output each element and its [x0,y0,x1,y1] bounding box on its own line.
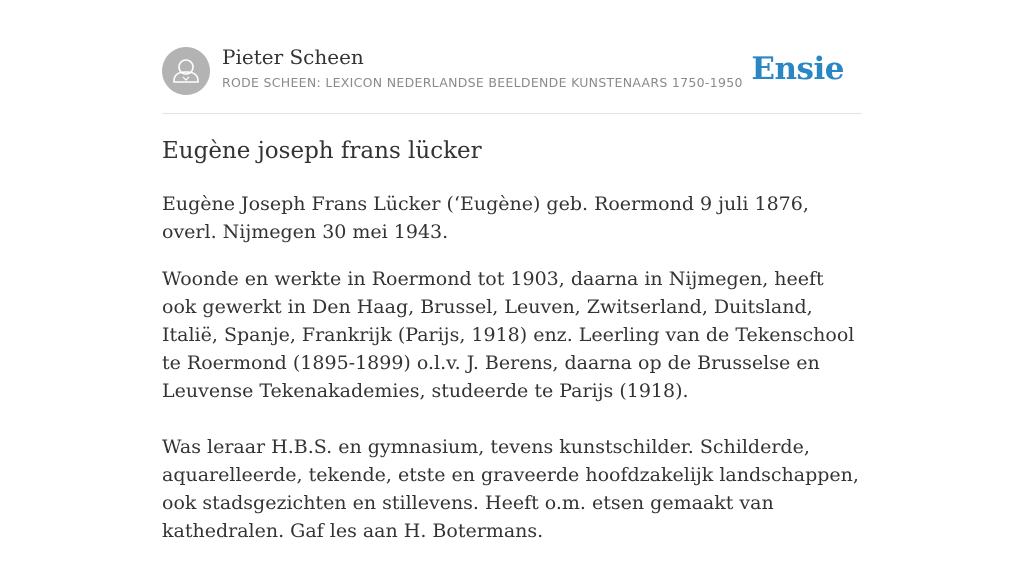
author-name[interactable]: Pieter Scheen [222,45,364,69]
ensie-logo[interactable]: Ensie [751,51,844,87]
user-silhouette-icon[interactable] [162,47,210,95]
paragraph: Was leraar H.B.S. en gymnasium, tevens kunstschilder. Schilderde, aquarelleerde, tekende, etste en graveerde hoofdzakelijk landschappen, ook stadsgezichten en stillevens. Heeft o.m. etsen gemaakt van kathedralen. Gaf les aan H. Botermans. [162,436,859,542]
article-container [162,0,862,542]
article-body [162,190,864,564]
article-header [162,0,862,114]
source-publication[interactable]: RODE SCHEEN: LEXICON NEDERLANDSE BEELDENDE KUNSTENAARS 1750-1950 [222,75,743,90]
article-title: Eugène joseph frans lücker [162,138,482,164]
paragraph: Eugène Joseph Frans Lücker (‘Eugène) geb. Roermond 9 juli 1876, overl. Nijmegen 30 mei 1943. [162,193,809,243]
paragraph: Woonde en werkte in Roermond tot 1903, daarna in Nijmegen, heeft ook gewerkt in Den Haag, Brussel, Leuven, Zwitserland, Duitsland, Italië, Spanje, Frankrijk (Parijs, 1918) enz. Leerling van de Tekenschool te Roermond (1895-1899) o.l.v. J. Berens, daarna op de Brusselse en Leuvense Tekenakademies, studeerde te Parijs (1918). [162,268,855,402]
